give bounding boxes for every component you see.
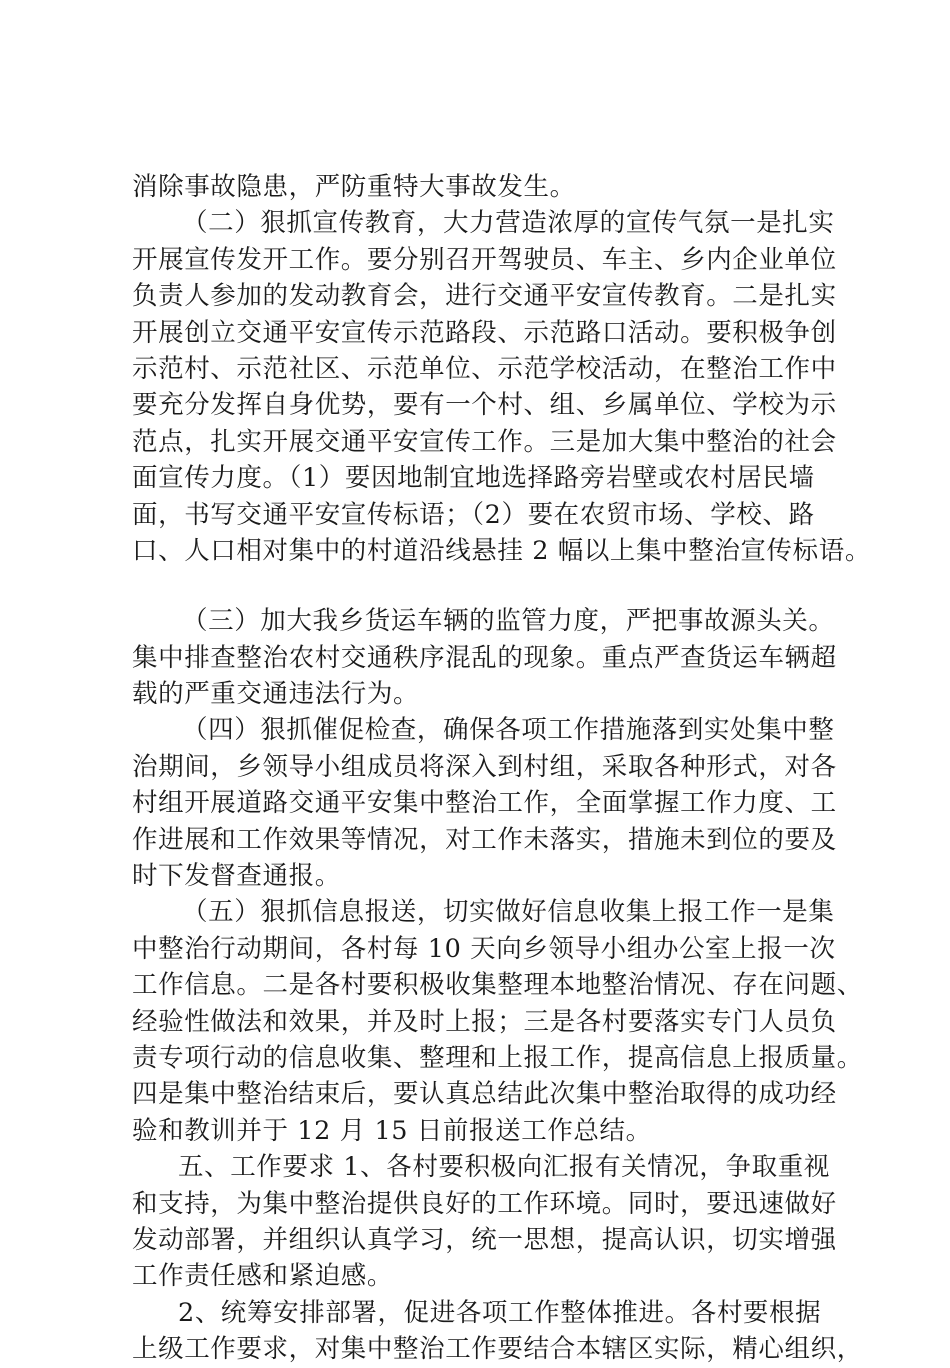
text-line: 村组开展道路交通平安集中整治工作，全面掌握工作力度、工 [132, 788, 837, 819]
text-line: 经验性做法和效果，并及时上报；三是各村要落实专门人员负 [132, 1006, 837, 1037]
text-line: 工作责任感和紧迫感。 [132, 1261, 394, 1292]
text-line: 示范村、示范社区、示范单位、示范学校活动，在整治工作中 [132, 353, 837, 384]
text-line: 中整治行动期间，各村每 10 天向乡领导小组办公室上报一次 [132, 933, 836, 964]
text-line: 范点，扎实开展交通平安宣传工作。三是加大集中整治的社会 [132, 426, 837, 457]
paragraph-gap [132, 569, 832, 603]
text-line: 责专项行动的信息收集、整理和上报工作，提高信息上报质量。 [132, 1042, 863, 1073]
section-3-heading-line: （三）加大我乡货运车辆的监管力度，严把事故源头关。 [182, 606, 835, 637]
document-body [132, 169, 871, 1368]
text-line: 面，书写交通平安宣传标语；（2）要在农贸市场、学校、路 [132, 499, 815, 530]
text-line: 开展创立交通平安宣传示范路段、示范路口活动。要积极争创 [132, 317, 837, 348]
text-line: 载的严重交通违法行为。 [132, 679, 420, 710]
section-5-heading-line: （五）狠抓信息报送，切实做好信息收集上报工作一是集 [182, 897, 835, 928]
text-line: 发动部署，并组织认真学习，统一思想，提高认识，切实增强 [132, 1224, 837, 1255]
text-line: 负责人参加的发动教育会，进行交通平安宣传教育。二是扎实 [132, 281, 837, 312]
section-2-heading-line: （二）狠抓宣传教育，大力营造浓厚的宣传气氛一是扎实 [182, 208, 835, 239]
text-line: 验和教训并于 12 月 15 日前报送工作总结。 [132, 1115, 652, 1146]
text-line: 和支持，为集中整治提供良好的工作环境。同时，要迅速做好 [132, 1188, 837, 1219]
text-line: 作进展和工作效果等情况，对工作未落实，措施未到位的要及 [132, 824, 837, 855]
text-line: 要充分发挥自身优势，要有一个村、组、乡属单位、学校为示 [132, 390, 837, 421]
text-line: 消除事故隐患，严防重特大事故发生。 [132, 172, 576, 202]
text-line: 集中排查整治农村交通秩序混乱的现象。重点严查货运车辆超 [132, 642, 837, 673]
text-line: 开展宣传发开工作。要分别召开驾驶员、车主、乡内企业单位 [132, 244, 837, 275]
text-line: 时下发督查通报。 [132, 861, 341, 892]
work-requirements-heading-line: 五、工作要求 1、各村要积极向汇报有关情况，争取重视 [178, 1152, 830, 1183]
text-line: 面宣传力度。（1）要因地制宜地选择路旁岩壁或农村居民墙 [132, 463, 815, 494]
requirement-2-line: 2、统筹安排部署，促进各项工作整体推进。各村要根据 [178, 1297, 822, 1328]
text-line: 上级工作要求，对集中整治工作要结合本辖区实际，精心组织， [132, 1334, 863, 1365]
text-line: 治期间，乡领导小组成员将深入到村组，采取各种形式，对各 [132, 751, 837, 782]
text-line: 口、人口相对集中的村道沿线悬挂 2 幅以上集中整治宣传标语。 [132, 535, 871, 566]
section-4-heading-line: （四）狠抓催促检查，确保各项工作措施落到实处集中整 [182, 715, 835, 746]
text-line: 工作信息。二是各村要积极收集整理本地整治情况、存在问题、 [132, 970, 863, 1001]
text-line: 四是集中整治结束后，要认真总结此次集中整治取得的成功经 [132, 1079, 837, 1110]
